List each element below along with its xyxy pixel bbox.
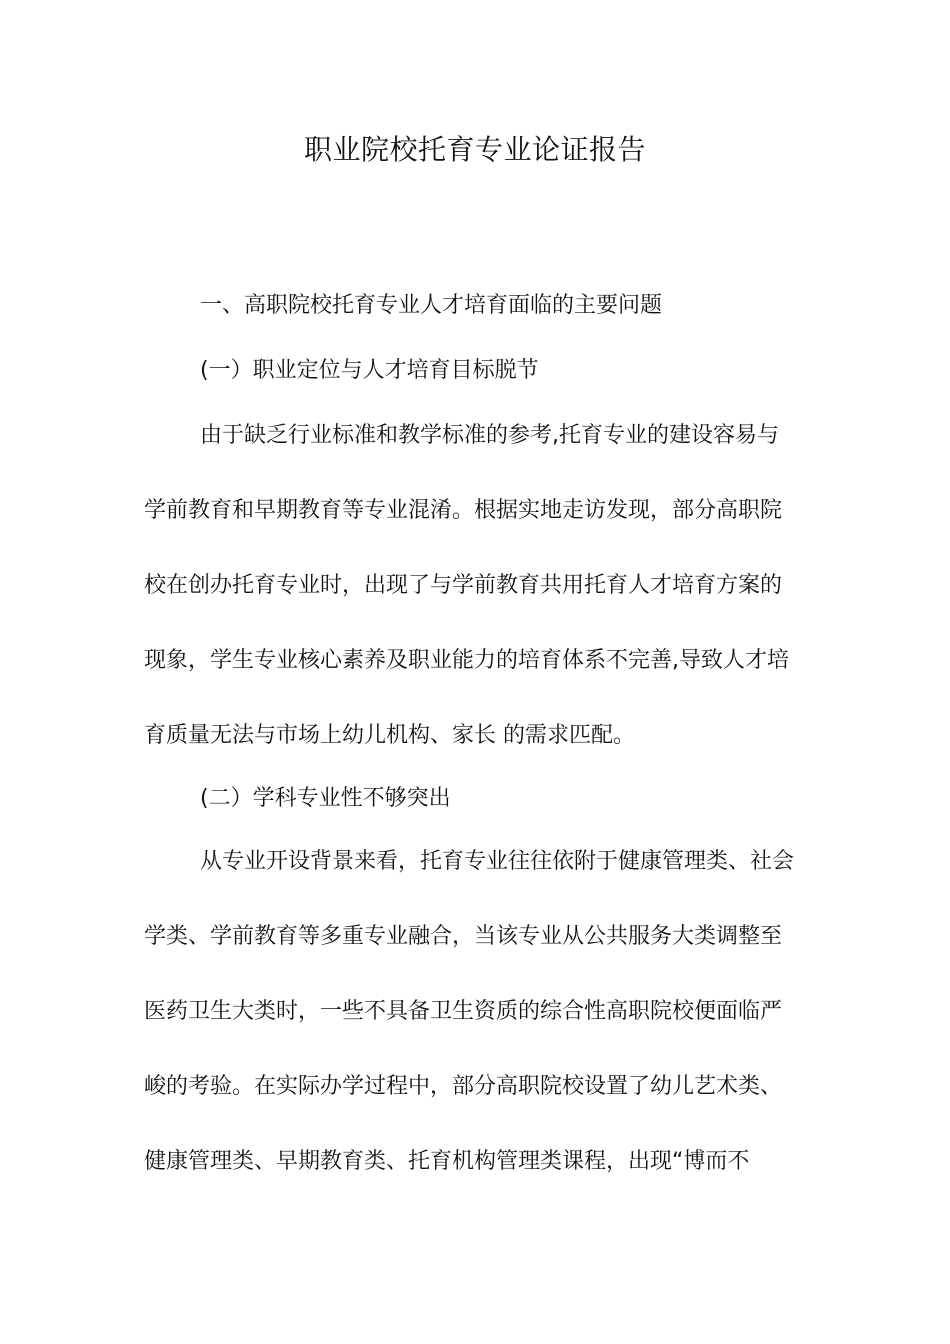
paragraph-line: 校在创办托育专业时，出现了与学前教育共用托育人才培育方案的 xyxy=(144,573,783,598)
subsection-heading-1: (一）职业定位与人才培育目标脱节 xyxy=(200,358,539,383)
paragraph-line: 学前教育和早期教育等专业混淆。根据实地走访发现，部分高职院 xyxy=(144,498,783,523)
paragraph-line: 从专业开设背景来看，托育专业往往依附于健康管理类、社会 xyxy=(200,849,795,874)
paragraph-line: 峻的考验。在实际办学过程中，部分高职院校设置了幼儿艺术类、 xyxy=(144,1074,783,1099)
paragraph-line: 育质量无法与市场上幼儿机构、家长 的需求匹配。 xyxy=(144,723,635,748)
section-heading-1: 一、高职院校托育专业人才培育面临的主要问题 xyxy=(200,293,663,318)
paragraph-line: 医药卫生大类时，一些不具备卫生资质的综合性高职院校便面临严 xyxy=(144,999,783,1024)
paragraph-line: 现象，学生专业核心素养及职业能力的培育体系不完善,导致人才培 xyxy=(144,648,789,673)
paragraph-line: 学类、学前教育等多重专业融合，当该专业从公共服务大类调整至 xyxy=(144,924,783,949)
paragraph-line: 由于缺乏行业标准和教学标准的参考,托育专业的建设容易与 xyxy=(200,423,779,448)
subsection-heading-2: (二）学科专业性不够突出 xyxy=(200,786,451,811)
document-title: 职业院校托育专业论证报告 xyxy=(303,133,646,166)
paragraph-line: 健康管理类、早期教育类、托育机构管理类课程，出现“博而不 xyxy=(144,1149,750,1174)
